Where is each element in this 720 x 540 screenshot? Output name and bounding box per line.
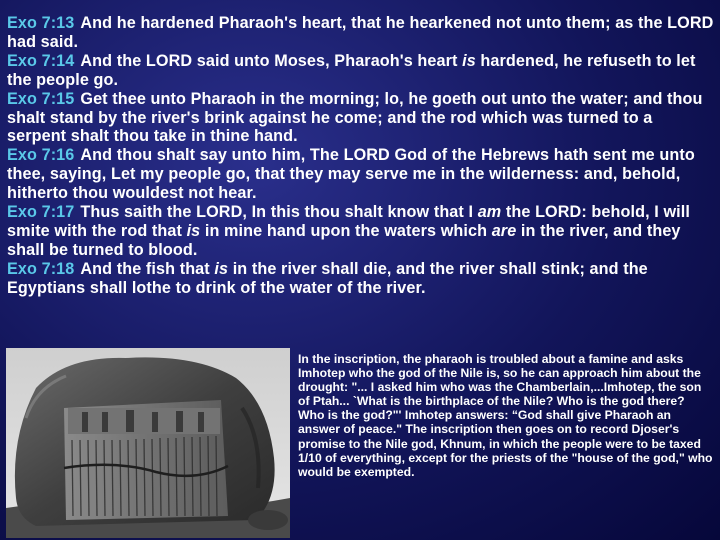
verse <box>7 146 715 203</box>
verse-text: in mine hand upon the waters which <box>200 221 492 240</box>
verse-reference: Exo 7:18 <box>7 259 75 278</box>
scripture-verses <box>7 14 715 298</box>
verse-reference: Exo 7:15 <box>7 89 75 108</box>
verse-italic-word: am <box>477 203 502 222</box>
verse-text: hardened, he refuseth to let the people go. <box>7 51 696 89</box>
verse-text: Thus saith the LORD, In this thou shalt know that I <box>80 203 478 222</box>
verse-italic-word: are <box>491 221 517 240</box>
famine-stele-image <box>6 348 290 538</box>
verse-reference: Exo 7:13 <box>7 14 75 32</box>
verse-reference: Exo 7:16 <box>7 146 75 165</box>
verse <box>7 52 715 90</box>
verse <box>7 14 715 52</box>
verse-text: And thou shalt say unto him, The LORD God of the Hebrews hath sent me unto thee, saying, Let my people go, that they may serve me in the wilderness: and, behold, hitherto thou wouldest not hear. <box>7 146 695 203</box>
verse <box>7 203 715 260</box>
verse-italic-word: is <box>186 221 201 240</box>
verse-reference: Exo 7:17 <box>7 203 75 222</box>
verse-reference: Exo 7:14 <box>7 51 75 70</box>
verse <box>7 260 715 298</box>
verse-text: in the river shall die, and the river shall stink; and the Egyptians shall lothe to drink of the water of the river. <box>7 259 648 297</box>
famine-stele-photo <box>6 348 290 538</box>
inscription-caption: In the inscription, the pharaoh is troubled about a famine and asks Imhotep who the god of the Nile is, so he can approach him about the drought: "... I asked him who was the Chamberlain,...Imhotep, the son of Ptah... `What is the birthplace of the Nile? Who is the god there? Who is the god?"' Imhotep answers: “God shall give Pharaoh an answer of peace." The inscription then goes on to record Djoser's promise to the Nile god, Khnum, in which the people were to be taxed 1/10 of everything, except for the priests of the "house of the god," who would be exempted. <box>298 352 713 479</box>
verse-text: And the LORD said unto Moses, Pharaoh's heart <box>80 51 463 70</box>
verse-italic-word: is <box>214 259 229 278</box>
verse-italic-word: is <box>462 51 476 70</box>
verse <box>7 90 715 147</box>
verse-text: Get thee unto Pharaoh in the morning; lo, he goeth out unto the water; and thou shalt stand by the river's brink against he come; and the rod which was turned to a serpent shalt thou take in thine hand. <box>7 89 703 146</box>
verse-text: the LORD: behold, I will smite with the rod that <box>7 203 690 240</box>
verse-text: And he hardened Pharaoh's heart, that he hearkened not unto them; as the LORD had said. <box>7 14 714 51</box>
verse-text: And the fish that <box>80 259 215 278</box>
verse-text: in the river, and they shall be turned to blood. <box>7 221 681 259</box>
